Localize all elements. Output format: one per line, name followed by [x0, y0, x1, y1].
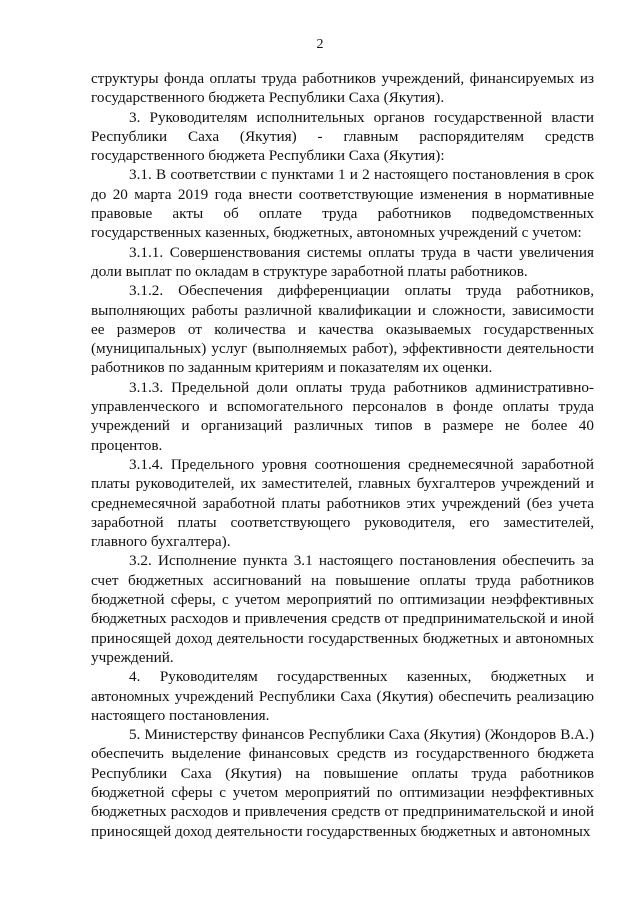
paragraph-item-4: 4. Руководителям государственных казенных, бюджетных и автономных учреждений Республики Саха (Якутия) обеспечить реализацию настоящего постановления. — [91, 668, 594, 724]
paragraph-item-3-1-3: 3.1.3. Предельной доли оплаты труда работников административно-управленческого и вспомогательного персоналов в фонде оплаты труда учреждений и организаций различных типов в размере не более 40 процентов. — [91, 378, 594, 454]
page-number: 2 — [316, 37, 324, 52]
paragraph-item-3-1-4: 3.1.4. Предельного уровня соотношения среднемесячной заработной платы руководителей, их заместителей, главных бухгалтеров учреждений и среднемесячной заработной платы работников этих учреждений (без учета заработной платы соответствующего руководителя, его заместителей, главного бухгалтера). — [91, 455, 594, 551]
document-body — [91, 69, 594, 841]
paragraph-item-3-2: 3.2. Исполнение пункта 3.1 настоящего постановления обеспечить за счет бюджетных ассигнований на повышение оплаты труда работников бюджетной сферы, с учетом мероприятий по оптимизации неэффективных бюджетных расходов и привлечения средств от предпринимательской и иной приносящей доход деятельности государственных бюджетных и автономных учреждений. — [91, 552, 594, 666]
paragraph-item-3-1: 3.1. В соответствии с пунктами 1 и 2 настоящего постановления в срок до 20 марта 2019 года внести соответствующие изменения в нормативные правовые акты об оплате труда работников подведомственных государственных казенных, бюджетных, автономных учреждений с учетом: — [91, 166, 594, 242]
paragraph-item-5: 5. Министерству финансов Республики Саха (Якутия) (Жондоров В.А.) обеспечить выделение финансовых средств из государственного бюджета Республики Саха (Якутия) на повышение оплаты труда работников бюджетной сферы с учетом мероприятий по оптимизации неэффективных бюджетных расходов и привлечения средств от предпринимательской и иной приносящей доход деятельности государственных бюджетных и автономных — [91, 726, 594, 840]
paragraph-item-3-1-1: 3.1.1. Совершенствования системы оплаты труда в части увеличения доли выплат по окладам в структуре заработной платы работников. — [91, 243, 594, 280]
paragraph-continuation: структуры фонда оплаты труда работников учреждений, финансируемых из государственного бюджета Республики Саха (Якутия). — [91, 70, 594, 107]
paragraph-item-3-1-2: 3.1.2. Обеспечения дифференциации оплаты труда работников, выполняющих работы различной квалификации и сложности, зависимости ее размеров от количества и качества оказываемых государственных (муниципальных) услуг (выполняемых работ), эффективности деятельности работников по заданным критериям и показателям их оценки. — [91, 282, 594, 377]
paragraph-item-3: 3. Руководителям исполнительных органов государственной власти Республики Саха (Якутия) - главным распорядителям средств государственного бюджета Республики Саха (Якутия): — [91, 108, 594, 165]
